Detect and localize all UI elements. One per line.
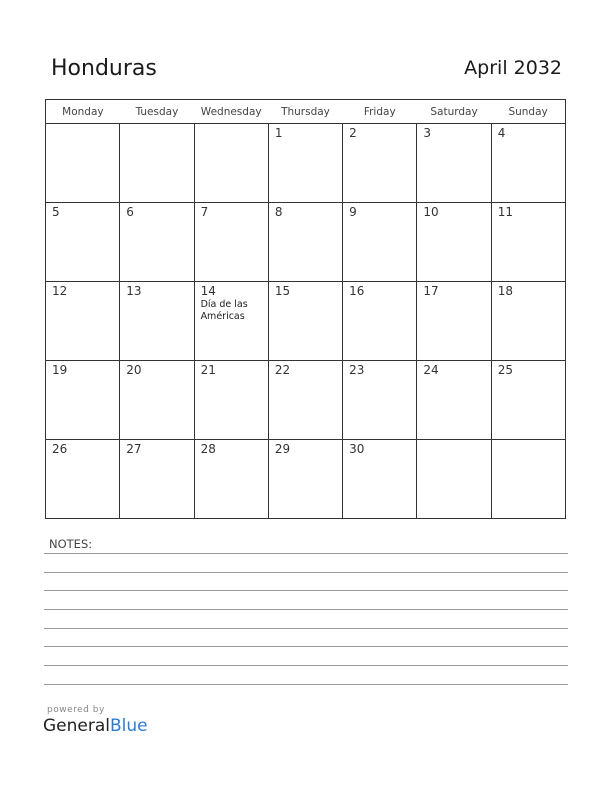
weekday-header: Thursday <box>268 100 342 124</box>
day-cell <box>491 282 565 361</box>
day-number: 1 <box>274 126 283 140</box>
day-number: 26 <box>52 442 68 456</box>
day-number: 8 <box>274 205 283 219</box>
week-row <box>46 282 566 361</box>
day-number: 6 <box>126 205 134 219</box>
day-cell <box>268 440 342 519</box>
day-number: 23 <box>349 363 365 377</box>
day-cell <box>491 124 565 203</box>
day-cell <box>417 124 491 203</box>
day-number: 18 <box>497 284 513 298</box>
brand-blue-text: Blue <box>110 716 148 736</box>
day-cell <box>194 203 268 282</box>
day-cell <box>120 282 194 361</box>
notes-label: NOTES: <box>49 537 93 551</box>
weekday-header: Tuesday <box>120 100 194 124</box>
weekday-header-row <box>46 100 566 124</box>
brand-logo[interactable] <box>43 716 148 736</box>
note-line <box>44 665 568 666</box>
day-cell <box>417 440 491 519</box>
day-number: 16 <box>349 284 365 298</box>
weekday-header: Wednesday <box>194 100 268 124</box>
day-cell <box>120 203 194 282</box>
weekday-header: Friday <box>343 100 417 124</box>
day-cell <box>120 440 194 519</box>
day-cell <box>343 282 417 361</box>
day-number: 17 <box>423 284 439 298</box>
day-cell <box>417 282 491 361</box>
day-number: 19 <box>52 363 68 377</box>
day-cell <box>491 203 565 282</box>
day-number: 22 <box>274 363 291 377</box>
day-cell <box>268 282 342 361</box>
day-number: 28 <box>200 442 216 456</box>
day-cell <box>343 124 417 203</box>
day-cell <box>46 361 120 440</box>
day-cell <box>194 124 268 203</box>
day-cell <box>491 440 565 519</box>
week-row <box>46 124 566 203</box>
note-line <box>44 684 568 685</box>
day-number: 4 <box>497 126 506 140</box>
day-number: 12 <box>52 284 68 298</box>
week-row <box>46 440 566 519</box>
day-number: 15 <box>274 284 291 298</box>
day-cell <box>417 361 491 440</box>
day-cell <box>268 124 342 203</box>
day-number: 9 <box>349 205 357 219</box>
day-number: 21 <box>200 363 216 377</box>
day-number: 14 <box>200 284 216 298</box>
note-line <box>44 572 568 573</box>
day-cell <box>343 361 417 440</box>
day-cell <box>491 361 565 440</box>
day-cell <box>194 361 268 440</box>
week-row <box>46 361 566 440</box>
day-number: 5 <box>52 205 60 219</box>
note-line <box>44 628 568 629</box>
note-line <box>44 646 568 647</box>
day-cell <box>46 440 120 519</box>
day-number: 30 <box>349 442 365 456</box>
day-number: 7 <box>200 205 209 219</box>
day-cell <box>194 440 268 519</box>
weekday-header: Monday <box>46 100 120 124</box>
note-line <box>44 590 568 591</box>
day-number: 25 <box>497 363 513 377</box>
day-number: 11 <box>497 205 513 219</box>
brand-general-text: General <box>43 716 110 736</box>
calendar-body <box>46 124 566 519</box>
note-line <box>44 553 568 554</box>
day-cell <box>268 203 342 282</box>
month-title: April 2032 <box>464 57 562 79</box>
day-number: 10 <box>423 205 439 219</box>
day-number: 24 <box>423 363 439 377</box>
day-number: 20 <box>126 363 142 377</box>
calendar-grid <box>45 99 566 519</box>
week-row <box>46 203 566 282</box>
day-number: 3 <box>423 126 432 140</box>
day-cell <box>46 124 120 203</box>
day-number: 2 <box>349 126 357 140</box>
day-number: 29 <box>274 442 291 456</box>
day-cell <box>268 361 342 440</box>
holiday-label: Día de las Américas <box>200 299 248 322</box>
day-cell <box>46 203 120 282</box>
day-cell <box>343 440 417 519</box>
weekday-header: Sunday <box>491 100 565 124</box>
day-cell <box>343 203 417 282</box>
day-number: 27 <box>126 442 142 456</box>
day-cell <box>417 203 491 282</box>
weekday-header: Saturday <box>417 100 491 124</box>
powered-by-text: powered by <box>47 705 105 715</box>
day-cell <box>120 124 194 203</box>
day-number: 13 <box>126 284 142 298</box>
day-cell <box>194 282 268 361</box>
day-cell <box>120 361 194 440</box>
note-line <box>44 609 568 610</box>
day-cell <box>46 282 120 361</box>
country-title: Honduras <box>51 56 157 81</box>
